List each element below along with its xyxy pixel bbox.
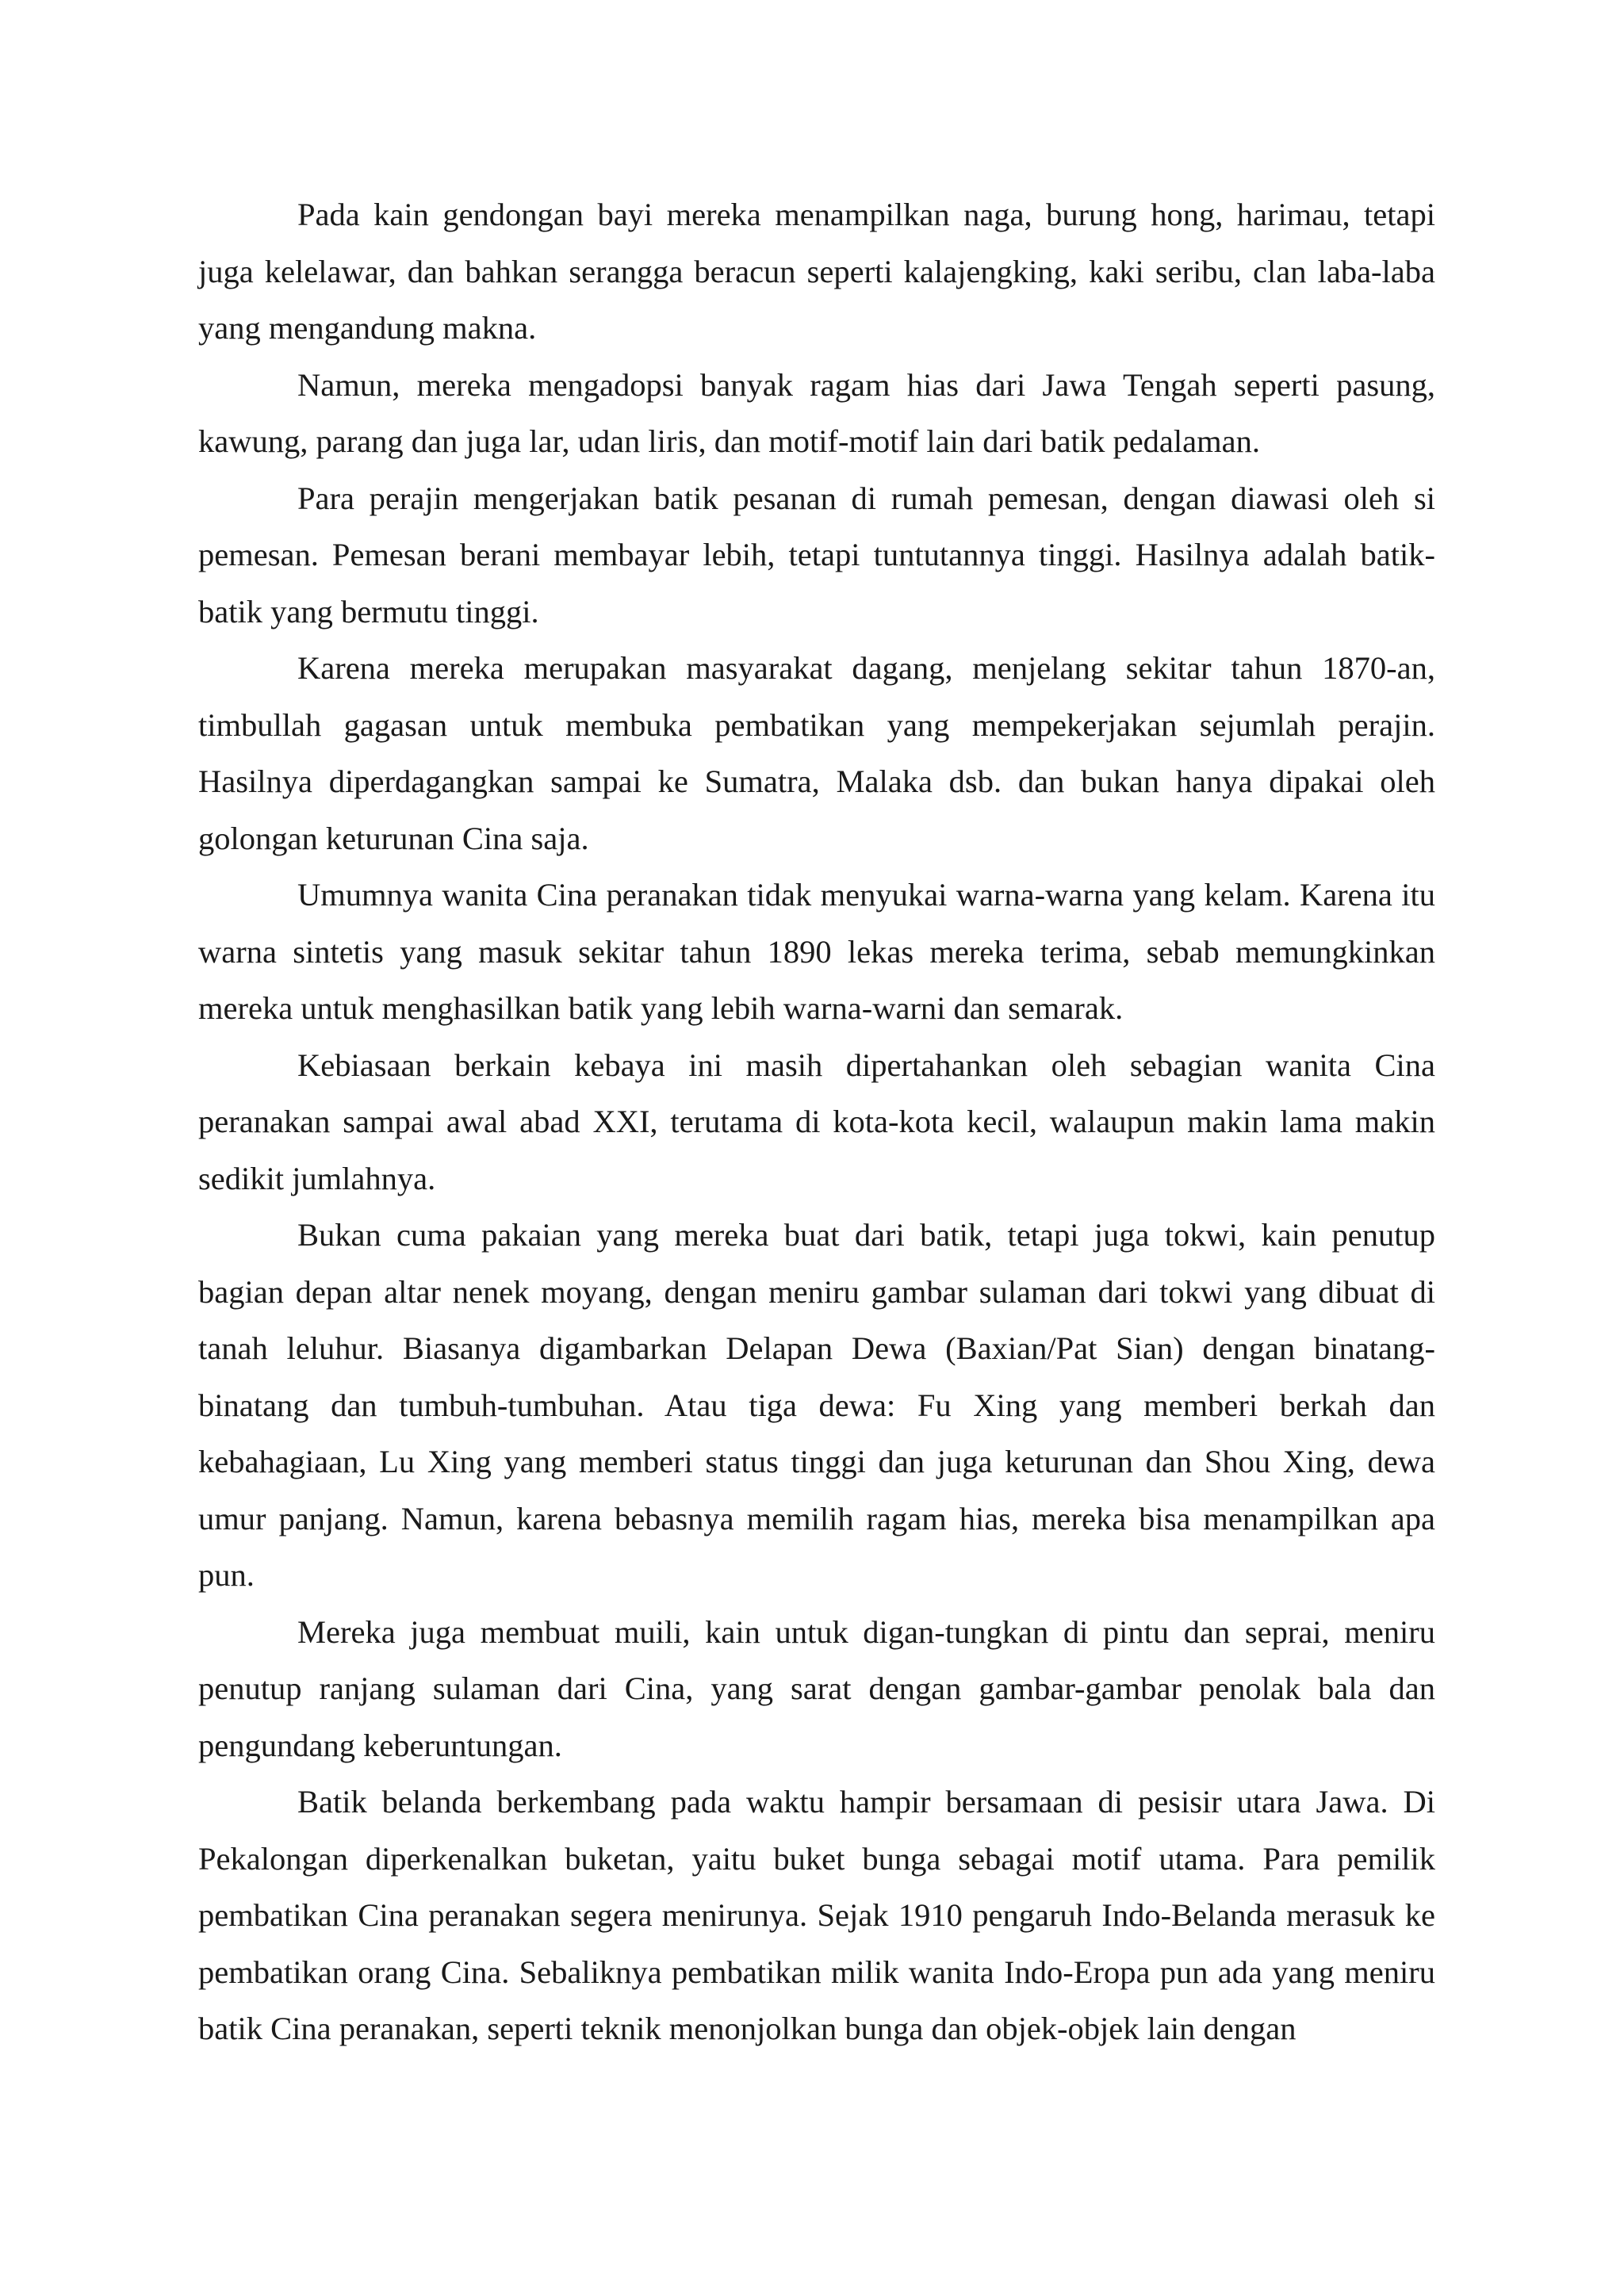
paragraph-1: Pada kain gendongan bayi mereka menampilkan naga, burung hong, harimau, tetapi juga kelelawar, dan bahkan serangga beracun seperti kalajengking, kaki seribu, clan laba-laba yang mengandung makna. bbox=[198, 197, 1435, 346]
paragraph-3: Para perajin mengerjakan batik pesanan di rumah pemesan, dengan diawasi oleh si pemesan. Pemesan berani membayar lebih, tetapi tuntutannya tinggi. Hasilnya adalah batik-batik yang bermutu tinggi. bbox=[198, 480, 1435, 629]
paragraph-2: Namun, mereka mengadopsi banyak ragam hias dari Jawa Tengah seperti pasung, kawung, parang dan juga lar, udan liris, dan motif-motif lain dari batik pedalaman. bbox=[198, 366, 1435, 459]
paragraph-9: Batik belanda berkembang pada waktu hampir bersamaan di pesisir utara Jawa. Di Pekalongan diperkenalkan buketan, yaitu buket bunga sebagai motif utama. Para pemilik pembatikan Cina peranakan segera menirunya. Sejak 1910 pengaruh Indo-Belanda merasuk ke pembatikan orang Cina. Sebaliknya pembatikan milik wanita Indo-Eropa pun ada yang meniru batik Cina peranakan, seperti teknik menonjolkan bunga dan objek-objek lain dengan bbox=[198, 1784, 1435, 2046]
paragraph-5: Umumnya wanita Cina peranakan tidak menyukai warna-warna yang kelam. Karena itu warna sintetis yang masuk sekitar tahun 1890 lekas mereka terima, sebab memungkinkan mereka untuk menghasilkan batik yang lebih warna-warni dan semarak. bbox=[198, 877, 1435, 1026]
paragraph-6: Kebiasaan berkain kebaya ini masih dipertahankan oleh sebagian wanita Cina peranakan sampai awal abad XXI, terutama di kota-kota kecil, walaupun makin lama makin sedikit jumlahnya. bbox=[198, 1047, 1435, 1196]
paragraph-4: Karena mereka merupakan masyarakat dagang, menjelang sekitar tahun 1870-an, timbullah gagasan untuk membuka pembatikan yang mempekerjakan sejumlah perajin. Hasilnya diperdagangkan sampai ke Sumatra, Malaka dsb. dan bukan hanya dipakai oleh golongan keturunan Cina saja. bbox=[198, 650, 1435, 856]
body-text bbox=[198, 186, 1435, 2057]
paragraph-7: Bukan cuma pakaian yang mereka buat dari batik, tetapi juga tokwi, kain penutup bagian depan altar nenek moyang, dengan meniru gambar sulaman dari tokwi yang dibuat di tanah leluhur. Biasanya digambarkan Delapan Dewa (Baxian/Pat Sian) dengan binatang-binatang dan tumbuh-tumbuhan. Atau tiga dewa: Fu Xing yang memberi berkah dan kebahagiaan, Lu Xing yang memberi status tinggi dan juga keturunan dan Shou Xing, dewa umur panjang. Namun, karena bebasnya memilih ragam hias, mereka bisa menampilkan apa pun. bbox=[198, 1217, 1435, 1593]
paragraph-8: Mereka juga membuat muili, kain untuk digan-tungkan di pintu dan seprai, meniru penutup ranjang sulaman dari Cina, yang sarat dengan gambar-gambar penolak bala dan pengundang keberuntungan. bbox=[198, 1613, 1435, 1763]
